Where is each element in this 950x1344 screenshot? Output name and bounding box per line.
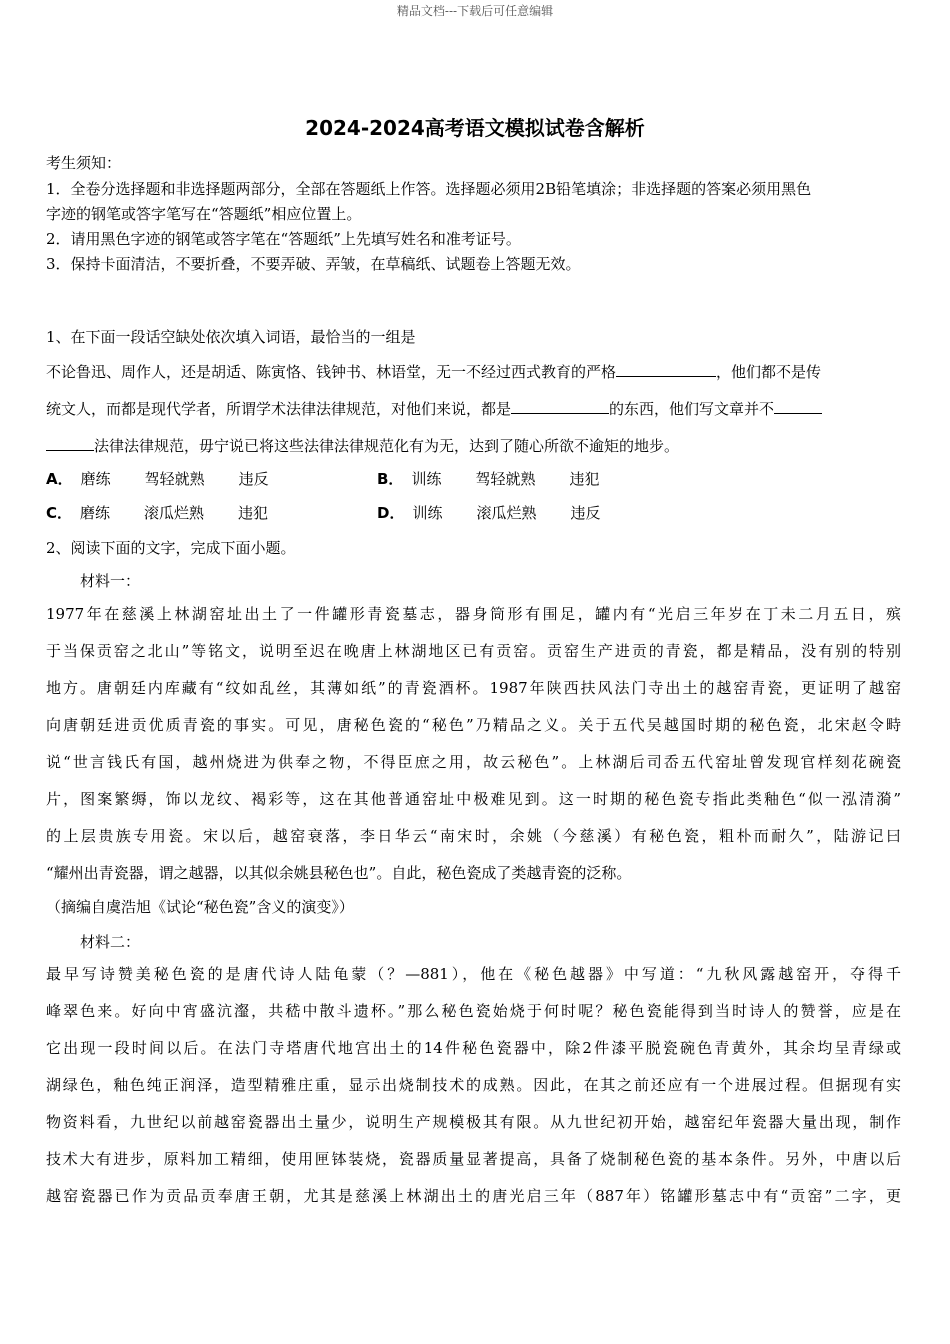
- material-2-line: 最早写诗赞美秘色瓷的是唐代诗人陆龟蒙（？—881），他在《秘色越器》中写道：“九秋风露越窑开，夺得千: [46, 965, 901, 983]
- text: 法律法律规范，毋宁说已将这些法律法律规范化有为无，达到了随心所欲不逾矩的地步。: [94, 437, 680, 455]
- question-2-stem: 2、阅读下面的文字，完成下面小题。: [46, 539, 296, 557]
- text: 的东西，他们写文章并不: [609, 400, 775, 418]
- question-1-stem: 1、在下面一段话空缺处依次填入词语，最恰当的一组是: [46, 328, 416, 346]
- material-1-line: 于当保贡窑之北山”等铭文，说明至迟在晚唐上林湖地区已有贡窑。贡窑生产进贡的青瓷，都是精品，没有别的特别: [46, 642, 901, 660]
- answer-blank: [46, 436, 94, 451]
- option-c: C． 磨练 滚瓜烂熟 违犯: [46, 504, 269, 522]
- material-2-line: 峰翠色来。好向中宵盛沆瀣，共嵇中散斗遗杯。”那么秘色瓷始烧于何时呢？秘色瓷能得到当时诗人的赞誉，应是在: [46, 1002, 901, 1020]
- option-b: B． 训练 驾轻就熟 违犯: [377, 470, 600, 488]
- material-2-line: 技术大有进步，原料加工精细，使用匣钵装烧，瓷器质量显著提高，具备了烧制秘色瓷的基本条件。另外，中唐以后: [46, 1150, 901, 1168]
- material-2-line: 它出现一段时间以后。在法门寺塔唐代地宫出土的14件秘色瓷器中，除2件漆平脱瓷碗色青黄外，其余均呈青绿或: [46, 1039, 901, 1057]
- material-2-label: 材料二：: [80, 933, 141, 951]
- option-a: A． 磨练 驾轻就熟 违反: [46, 470, 269, 488]
- material-1-line: 片，图案繁缛，饰以龙纹、褐彩等，这在其他普通窑址中极难见到。这一时期的秘色瓷专指此类釉色“似一泓清漪”: [46, 790, 901, 808]
- material-2-line: 越窑瓷器已作为贡品贡奉唐王朝，尤其是慈溪上林湖出土的唐光启三年（887年）铭罐形墓志中有“贡窑”二字，更: [46, 1187, 901, 1205]
- material-1-line: 1977年在慈溪上林湖窑址出土了一件罐形青瓷墓志，器身筒形有围足，罐内有“光启三年岁在丁未二月五日，殡: [46, 605, 901, 623]
- text: 统文人，而都是现代学者，所谓学术法律法律规范，对他们来说，都是: [46, 400, 512, 418]
- material-1-label: 材料一：: [80, 572, 141, 590]
- page-header: 精品文档---下载后可任意编辑: [396, 4, 554, 18]
- answer-blank: [774, 399, 822, 414]
- notice-item: 3．保持卡面清洁，不要折叠，不要弄破、弄皱，在草稿纸、试题卷上答题无效。: [46, 255, 581, 273]
- material-1-line: 的上层贵族专用瓷。宋以后，越窑衰落，李日华云“南宋时，余姚（今慈溪）有秘色瓷，粗朴而耐久”，陆游记曰: [46, 827, 901, 845]
- question-1-text-line: [46, 361, 821, 382]
- text: 不论鲁迅、周作人，还是胡适、陈寅恪、钱钟书、林语堂，无一不经过西式教育的严格: [46, 363, 617, 381]
- notice-heading: 考生须知：: [46, 154, 122, 172]
- question-1-text-line: [46, 435, 679, 456]
- material-1-line: “耀州出青瓷器，谓之越器，以其似余姚县秘色也”。自此，秘色瓷成了类越青瓷的泛称。: [46, 864, 632, 882]
- text: ，他们都不是传: [716, 363, 822, 381]
- page-title: 2024-2024高考语文模拟试卷含解析: [305, 116, 645, 140]
- material-1-source: （摘编自虞浩旭《试论“秘色瓷”含义的演变》）: [46, 898, 354, 916]
- notice-item: 2．请用黑色字迹的钢笔或答字笔在“答题纸”上先填写姓名和准考证号。: [46, 230, 521, 248]
- answer-blank: [616, 362, 716, 377]
- material-2-line: 湖绿色，釉色纯正润泽，造型精雅庄重，显示出烧制技术的成熟。因此，在其之前还应有一个进展过程。但据现有实: [46, 1076, 901, 1094]
- material-2-line: 物资料看，九世纪以前越窑瓷器出土量少，说明生产规模极其有限。从九世纪初开始，越窑纪年瓷器大量出现，制作: [46, 1113, 901, 1131]
- material-1-line: 向唐朝廷进贡优质青瓷的事实。可见，唐秘色瓷的“秘色”乃精品之义。关于五代吴越国时期的秘色瓷，北宋赵令畤: [46, 716, 901, 734]
- option-d: D． 训练 滚瓜烂熟 违反: [377, 504, 601, 522]
- notice-item: 字迹的钢笔或答字笔写在“答题纸”相应位置上。: [46, 205, 362, 223]
- material-1-line: 地方。唐朝廷内库藏有“纹如乱丝，其薄如纸”的青瓷酒杯。1987年陕西扶风法门寺出土的越窑青瓷，更证明了越窑: [46, 679, 901, 697]
- notice-item: 1．全卷分选择题和非选择题两部分，全部在答题纸上作答。选择题必须用2B铅笔填涂；非选择题的答案必须用黑色: [46, 180, 812, 198]
- material-1-line: 说“世言钱氏有国，越州烧进为供奉之物，不得臣庶之用，故云秘色”。上林湖后司岙五代窑址曾发现官样刻花碗瓷: [46, 753, 901, 771]
- question-1-text-line: [46, 398, 822, 419]
- answer-blank: [511, 399, 609, 414]
